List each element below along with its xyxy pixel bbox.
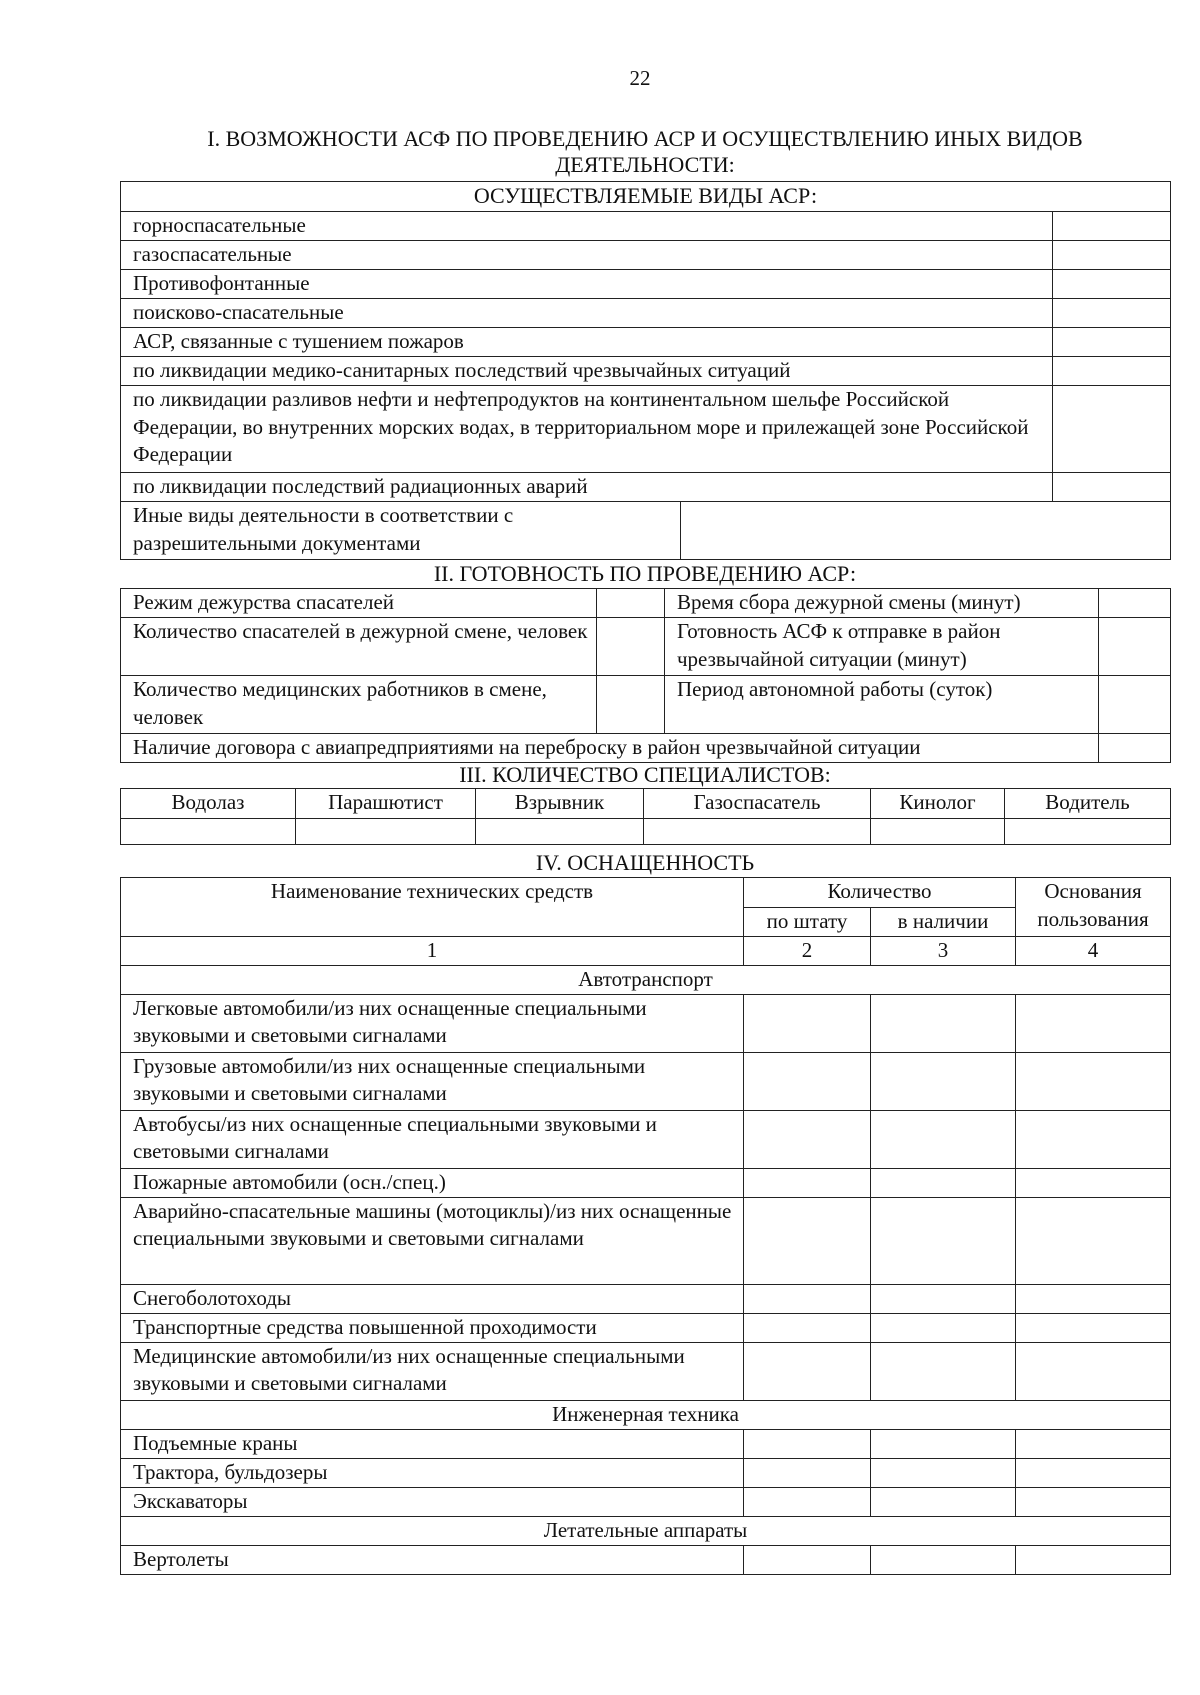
duty-mode-cell[interactable] (597, 589, 665, 618)
available-cell[interactable] (871, 1197, 1016, 1284)
column-number: 1 (121, 937, 744, 966)
available-cell[interactable] (871, 1313, 1016, 1342)
by-staff-cell[interactable] (744, 1429, 871, 1458)
group-title-engineering: Инженерная техника (121, 1400, 1171, 1429)
basis-cell[interactable] (1016, 1458, 1171, 1487)
specialist-header-dog-handler: Кинолог (871, 789, 1005, 819)
available-header: в наличии (871, 908, 1016, 937)
basis-cell[interactable] (1016, 1168, 1171, 1197)
rescuers-count-cell[interactable] (597, 618, 665, 676)
dispatch-readiness-label: Готовность АСФ к отправке в район чрезвычайной ситуации (минут) (665, 618, 1099, 676)
other-activities-label: Иные виды деятельности в соответствии с разрешительными документами (121, 502, 681, 560)
asr-type-cell[interactable] (1053, 299, 1171, 328)
basis-cell[interactable] (1016, 1110, 1171, 1168)
available-cell[interactable] (871, 1052, 1016, 1110)
aviation-contract-label: Наличие договора с авиапредприятиями на переброску в район чрезвычайной ситуации (121, 734, 1099, 763)
rescuers-count-label: Количество спасателей в дежурной смене, человек (121, 618, 597, 676)
available-cell[interactable] (871, 1342, 1016, 1400)
equipment-item: Пожарные автомобили (осн./спец.) (121, 1168, 744, 1197)
basis-cell[interactable] (1016, 1052, 1171, 1110)
by-staff-cell[interactable] (744, 1110, 871, 1168)
available-cell[interactable] (871, 1168, 1016, 1197)
asr-type-cell[interactable] (1053, 241, 1171, 270)
specialist-count-cell[interactable] (871, 819, 1005, 845)
section-1-table-header: ОСУЩЕСТВЛЯЕМЫЕ ВИДЫ АСР: (121, 182, 1171, 212)
section-1-table (120, 181, 1171, 560)
equipment-item: Грузовые автомобили/из них оснащенные специальными звуковыми и световыми сигналами (121, 1052, 744, 1110)
by-staff-cell[interactable] (744, 994, 871, 1052)
specialist-count-cell[interactable] (644, 819, 871, 845)
by-staff-cell[interactable] (744, 1052, 871, 1110)
page-number: 22 (629, 66, 651, 90)
available-cell[interactable] (871, 1487, 1016, 1516)
dispatch-readiness-cell[interactable] (1099, 618, 1171, 676)
asr-type-cell[interactable] (1053, 328, 1171, 357)
basis-cell[interactable] (1016, 1197, 1171, 1284)
asr-type-label: поисково-спасательные (121, 299, 1053, 328)
specialist-count-cell[interactable] (296, 819, 476, 845)
available-cell[interactable] (871, 1284, 1016, 1313)
equipment-item: Трактора, бульдозеры (121, 1458, 744, 1487)
quantity-header: Количество (744, 878, 1016, 908)
specialist-count-cell[interactable] (476, 819, 644, 845)
asr-type-label: Противофонтанные (121, 270, 1053, 299)
by-staff-cell[interactable] (744, 1284, 871, 1313)
asr-type-label: по ликвидации последствий радиационных аварий (121, 473, 1053, 502)
by-staff-cell[interactable] (744, 1197, 871, 1284)
asr-type-label: по ликвидации медико-санитарных последствий чрезвычайных ситуаций (121, 357, 1053, 386)
by-staff-cell[interactable] (744, 1458, 871, 1487)
by-staff-cell[interactable] (744, 1313, 871, 1342)
assembly-time-label: Время сбора дежурной смены (минут) (665, 589, 1099, 618)
section-1-title: I. ВОЗМОЖНОСТИ АСФ ПО ПРОВЕДЕНИЮ АСР И ОСУЩЕСТВЛЕНИЮ ИНЫХ ВИДОВ ДЕЯТЕЛЬНОСТИ: (207, 126, 1083, 177)
asr-type-label: АСР, связанные с тушением пожаров (121, 328, 1053, 357)
available-cell[interactable] (871, 1429, 1016, 1458)
basis-cell[interactable] (1016, 1545, 1171, 1574)
section-4-title: IV. ОСНАЩЕННОСТЬ (535, 850, 755, 875)
asr-type-label: горноспасательные (121, 212, 1053, 241)
equipment-item: Транспортные средства повышенной проходимости (121, 1313, 744, 1342)
specialist-header-driver: Водитель (1005, 789, 1171, 819)
autonomous-period-label: Период автономной работы (суток) (665, 676, 1099, 734)
basis-cell[interactable] (1016, 1429, 1171, 1458)
specialist-header-gas-rescuer: Газоспасатель (644, 789, 871, 819)
by-staff-header: по штату (744, 908, 871, 937)
by-staff-cell[interactable] (744, 1545, 871, 1574)
specialist-count-cell[interactable] (121, 819, 296, 845)
asr-type-cell[interactable] (1053, 270, 1171, 299)
column-number: 3 (871, 937, 1016, 966)
other-activities-cell[interactable] (681, 502, 1171, 560)
medics-count-cell[interactable] (597, 676, 665, 734)
group-title-vehicles: Автотранспорт (121, 965, 1171, 994)
asr-type-label: по ликвидации разливов нефти и нефтепродуктов на континентальном шельфе Российской Федерации, во внутренних морских водах, в территориальном море и прилежащей зоне Российской Федерации (121, 386, 1053, 473)
equipment-item: Аварийно-спасательные машины (мотоциклы)/из них оснащенные специальными звуковыми и световыми сигналами (121, 1197, 744, 1284)
equipment-name-header: Наименование технических средств (121, 878, 744, 937)
asr-type-cell[interactable] (1053, 386, 1171, 473)
equipment-item: Вертолеты (121, 1545, 744, 1574)
equipment-item: Медицинские автомобили/из них оснащенные специальными звуковыми и световыми сигналами (121, 1342, 744, 1400)
medics-count-label: Количество медицинских работников в смене, человек (121, 676, 597, 734)
equipment-item: Снегоболотоходы (121, 1284, 744, 1313)
basis-cell[interactable] (1016, 1313, 1171, 1342)
basis-cell[interactable] (1016, 1284, 1171, 1313)
autonomous-period-cell[interactable] (1099, 676, 1171, 734)
section-2-title: II. ГОТОВНОСТЬ ПО ПРОВЕДЕНИЮ АСР: (433, 561, 857, 586)
group-title-aircraft: Летательные аппараты (121, 1516, 1171, 1545)
asr-type-cell[interactable] (1053, 473, 1171, 502)
equipment-item: Легковые автомобили/из них оснащенные специальными звуковыми и световыми сигналами (121, 994, 744, 1052)
basis-cell[interactable] (1016, 1487, 1171, 1516)
asr-type-label: газоспасательные (121, 241, 1053, 270)
equipment-item: Экскаваторы (121, 1487, 744, 1516)
basis-header: Основания пользования (1016, 878, 1171, 937)
specialist-header-blaster: Взрывник (476, 789, 644, 819)
duty-mode-label: Режим дежурства спасателей (121, 589, 597, 618)
available-cell[interactable] (871, 994, 1016, 1052)
specialist-count-cell[interactable] (1005, 819, 1171, 845)
equipment-table (120, 877, 1171, 1575)
equipment-item: Автобусы/из них оснащенные специальными звуковыми и световыми сигналами (121, 1110, 744, 1168)
asr-type-cell[interactable] (1053, 357, 1171, 386)
specialists-table (120, 788, 1171, 845)
column-number: 4 (1016, 937, 1171, 966)
by-staff-cell[interactable] (744, 1487, 871, 1516)
available-cell[interactable] (871, 1545, 1016, 1574)
asr-type-cell[interactable] (1053, 212, 1171, 241)
section-3-title: III. КОЛИЧЕСТВО СПЕЦИАЛИСТОВ: (459, 762, 831, 787)
by-staff-cell[interactable] (744, 1168, 871, 1197)
aviation-contract-cell[interactable] (1099, 734, 1171, 763)
available-cell[interactable] (871, 1458, 1016, 1487)
equipment-item: Подъемные краны (121, 1429, 744, 1458)
specialist-header-parachutist: Парашютист (296, 789, 476, 819)
available-cell[interactable] (871, 1110, 1016, 1168)
basis-cell[interactable] (1016, 1342, 1171, 1400)
by-staff-cell[interactable] (744, 1342, 871, 1400)
specialist-header-diver: Водолаз (121, 789, 296, 819)
basis-cell[interactable] (1016, 994, 1171, 1052)
section-2-table (120, 588, 1171, 763)
assembly-time-cell[interactable] (1099, 589, 1171, 618)
column-number: 2 (744, 937, 871, 966)
